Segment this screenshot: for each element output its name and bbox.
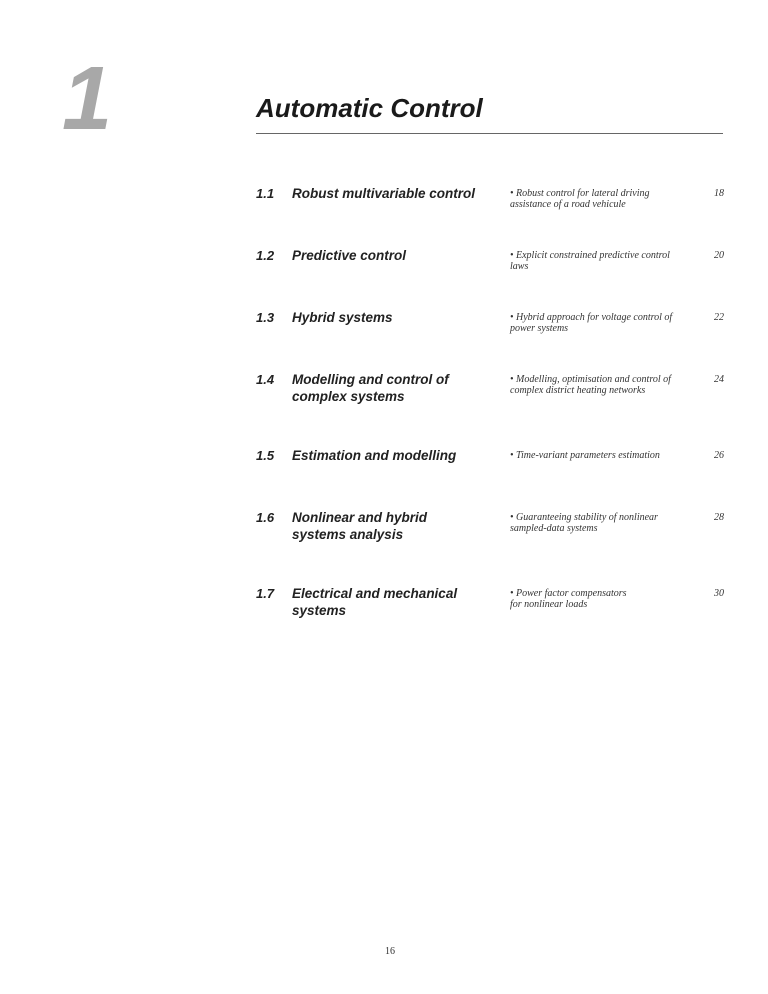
section-page-number[interactable]: 28 [714,512,724,523]
section-page-number[interactable]: 22 [714,312,724,323]
toc-entry-1-7[interactable] [0,585,768,645]
section-description: • Guaranteeing stability of nonlinear sampled-data systems [510,512,658,534]
chapter-number: 1 [62,49,111,149]
section-title[interactable]: Hybrid systems [292,310,393,325]
section-description: • Modelling, optimisation and control of complex district heating networks [510,374,671,396]
section-title[interactable]: Robust multivariable control [292,186,476,201]
toc-entry-1-2[interactable] [0,247,768,307]
section-number: 1.1 [256,186,275,201]
section-number: 1.2 [256,248,275,263]
section-description: • Power factor compensators for nonlinear loads [510,588,627,610]
section-page-number[interactable]: 18 [714,188,724,199]
section-number: 1.4 [256,372,275,387]
toc-entry-1-5[interactable] [0,447,768,507]
section-description: • Time-variant parameters estimation [510,450,660,461]
section-title[interactable]: Modelling and control of complex systems [292,372,449,404]
toc-entry-1-1[interactable] [0,185,768,245]
section-title[interactable]: Predictive control [292,248,407,263]
section-number: 1.6 [256,510,275,525]
section-description: • Robust control for lateral driving assistance of a road vehicule [510,188,650,210]
section-number: 1.7 [256,586,275,601]
toc-entry-1-4[interactable] [0,371,768,431]
section-description: • Hybrid approach for voltage control of power systems [510,312,673,334]
section-description: • Explicit constrained predictive control laws [510,250,670,272]
section-title[interactable]: Estimation and modelling [292,448,457,463]
section-number: 1.5 [256,448,275,463]
section-page-number[interactable]: 20 [714,250,724,261]
section-title[interactable]: Electrical and mechanical systems [292,586,458,618]
toc-entry-1-3[interactable] [0,309,768,369]
toc-entry-1-6[interactable] [0,509,768,569]
title-divider [256,133,723,134]
section-number: 1.3 [256,310,275,325]
page-number: 16 [385,946,395,957]
section-page-number[interactable]: 24 [714,374,724,385]
section-page-number[interactable]: 26 [714,450,724,461]
section-title[interactable]: Nonlinear and hybrid systems analysis [292,510,428,542]
chapter-title: Automatic Control [256,93,483,123]
section-page-number[interactable]: 30 [714,588,724,599]
